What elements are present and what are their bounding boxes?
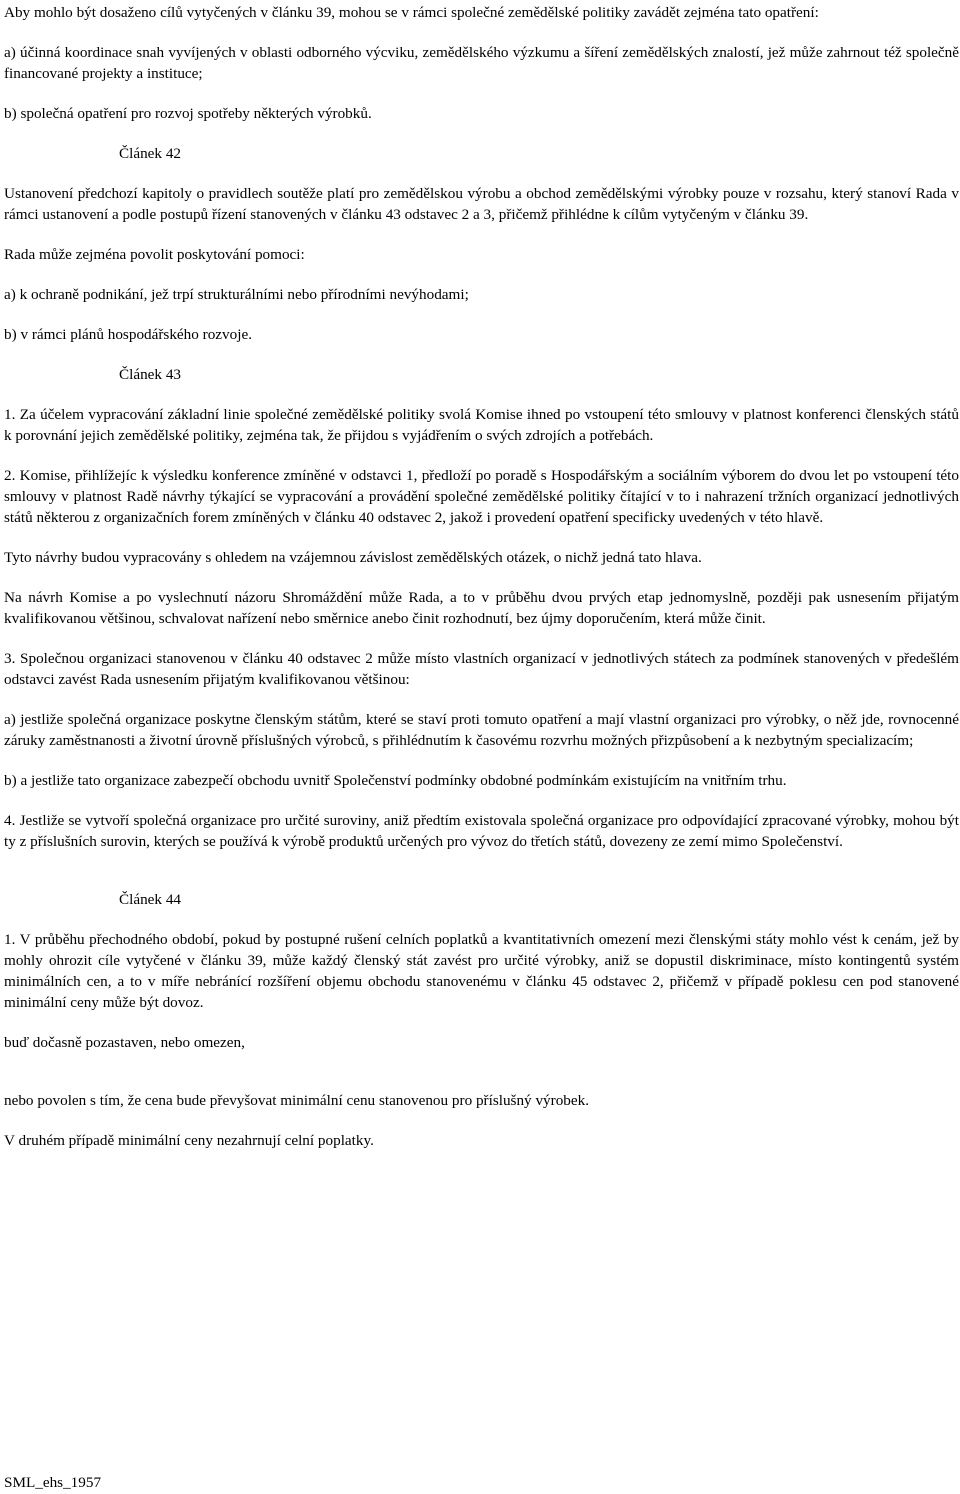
document-footer-code: SML_ehs_1957 xyxy=(4,1474,102,1491)
intro-item-b: b) společná opatření pro rozvoj spotřeby některých výrobků. xyxy=(4,105,372,122)
article-44-heading: Článek 44 xyxy=(119,891,182,908)
article-44-paragraph-3: nebo povolen s tím, že cena bude převyšovat minimální cenu stanovenou pro příslušný výrobek. xyxy=(4,1092,590,1109)
article-43-paragraph-6: 4. Jestliže se vytvoří společná organizace pro určité suroviny, aniž předtím existovala společná organizace pro odpovídající zpracované výrobky, mohou být ty z příslušních surovin, kterých se používá k výrobě produktů určených pro vývoz do třetích států, dovezeny ze zemí mimo Společenství. xyxy=(4,812,959,850)
article-42-paragraph-2: Rada může zejména povolit poskytování pomoci: xyxy=(4,246,305,263)
article-43-item-a: a) jestliže společná organizace poskytne členským státům, které se staví proti tomuto opatření a mají vlastní organizaci pro výrobky, o něž jde, rovnocenné záruky zaměstnanosti a životní úrovně příslušných výrobců, s přihlédnutím k časovému rozvrhu možných přizpůsobení a k nezbytným specializacím; xyxy=(4,711,959,749)
document-page xyxy=(4,2,959,1170)
article-43-heading: Článek 43 xyxy=(119,366,182,383)
article-43-paragraph-3: Tyto návrhy budou vypracovány s ohledem na vzájemnou závislost zemědělských otázek, o nichž jedná tato hlava. xyxy=(4,549,702,566)
article-42-heading: Článek 42 xyxy=(119,145,182,162)
article-44-paragraph-4: V druhém případě minimální ceny nezahrnují celní poplatky. xyxy=(4,1132,374,1149)
article-43-paragraph-4: Na návrh Komise a po vyslechnutí názoru Shromáždění může Rada, a to v průběhu dvou prvých etap jednomyslně, později pak usnesením přijatým kvalifikovanou většinou, schvalovat nařízení nebo směrnice anebo činit rozhodnutí, bez újmy doporučením, která může činit. xyxy=(4,589,959,627)
article-43-item-b: b) a jestliže tato organizace zabezpečí obchodu uvnitř Společenství podmínky obdobné podmínkám existujícím na vnitřním trhu. xyxy=(4,772,787,789)
intro-paragraph: Aby mohlo být dosaženo cílů vytyčených v článku 39, mohou se v rámci společné zemědělské politiky zavádět zejména tato opatření: xyxy=(4,4,819,21)
article-42-item-b: b) v rámci plánů hospodářského rozvoje. xyxy=(4,326,252,343)
article-43-paragraph-2: 2. Komise, přihlížejíc k výsledku konference zmíněné v odstavci 1, předloží po poradě s Hospodářským a sociálním výborem do dvou let po vstoupení této smlouvy v platnost Radě návrhy týkající se vypracování a provádění společné zemědělské politiky čítající v to i nahrazení tržních organizací jednotlivých států některou z organizačních forem zmíněných v článku 40 odstavec 2, jakož i provedení opatření specificky uvedených v této hlavě. xyxy=(4,467,959,526)
article-43-paragraph-1: 1. Za účelem vypracování základní linie společné zemědělské politiky svolá Komise ihned po vstoupení této smlouvy v platnost konferenci členských států k porovnání jejich zemědělské politiky, zejména tak, že přijdou s vyjádřením o svých zdrojích a potřebách. xyxy=(4,406,959,444)
article-44-paragraph-1: 1. V průběhu přechodného období, pokud by postupné rušení celních poplatků a kvantitativních omezení mezi členskými státy mohlo vést k cenám, jež by mohly ohrozit cíle vytyčené v článku 39, může každý členský stát zavést pro určité výrobky, aniž se dopustil diskriminace, místo kontingentů systém minimálních cen, a to v míře nebránící rozšíření objemu obchodu stanovenému v článku 45 odstavec 2, přičemž v případě poklesu cen pod stanovené minimální ceny může být dovoz. xyxy=(4,931,959,1011)
article-42-paragraph-1: Ustanovení předchozí kapitoly o pravidlech soutěže platí pro zemědělskou výrobu a obchod zemědělskými výrobky pouze v rozsahu, který stanoví Rada v rámci ustanovení a podle postupů řízení stanovených v článku 43 odstavec 2 a 3, přičemž přihlédne k cílům vytyčeným v článku 39. xyxy=(4,185,959,223)
article-44-paragraph-2: buď dočasně pozastaven, nebo omezen, xyxy=(4,1034,245,1051)
intro-item-a: a) účinná koordinace snah vyvíjených v oblasti odborného výcviku, zemědělského výzkumu a šíření zemědělských znalostí, jež může zahrnout též společně financované projekty a instituce; xyxy=(4,44,959,82)
article-42-item-a: a) k ochraně podnikání, jež trpí strukturálními nebo přírodními nevýhodami; xyxy=(4,286,469,303)
article-43-paragraph-5: 3. Společnou organizaci stanovenou v článku 40 odstavec 2 může místo vlastních organizací v jednotlivých státech za podmínek stanovených v předešlém odstavci zavést Rada usnesením přijatým kvalifikovanou většinou: xyxy=(4,650,959,688)
